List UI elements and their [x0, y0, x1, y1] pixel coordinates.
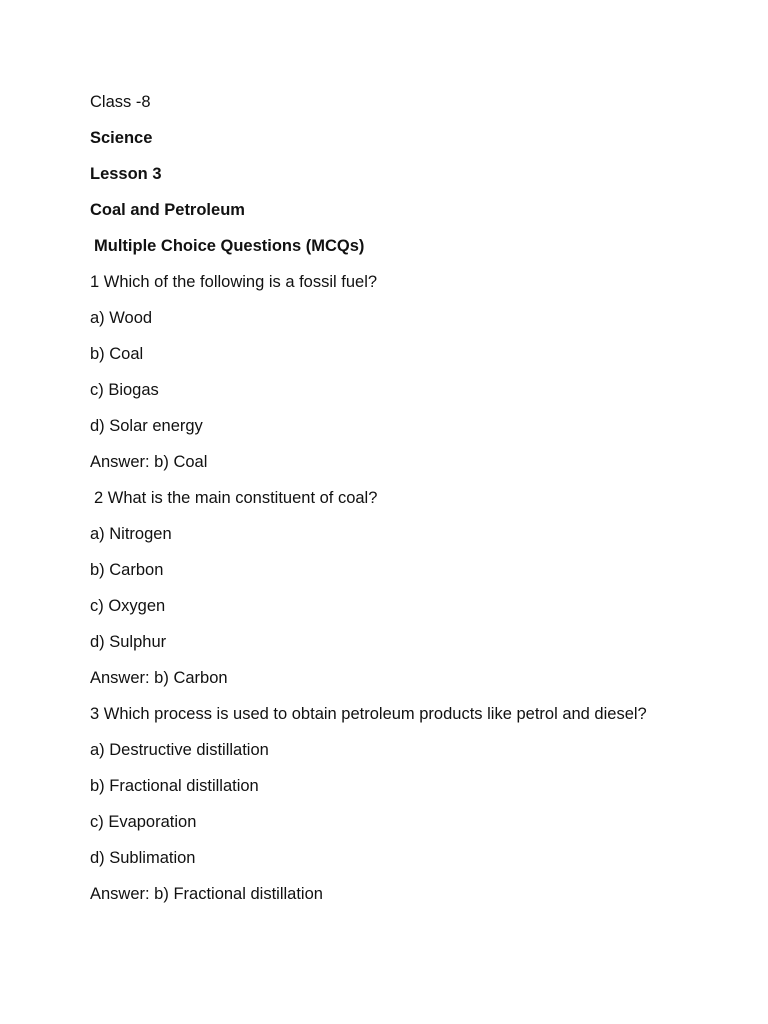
question-block-3 — [90, 704, 730, 904]
answer-text: Answer: b) Carbon — [90, 669, 228, 687]
document-page — [90, 92, 730, 920]
option-a: a) Destructive distillation — [90, 741, 269, 759]
option-d: d) Solar energy — [90, 417, 203, 435]
class-label: Class -8 — [90, 93, 151, 111]
option-d: d) Sublimation — [90, 849, 196, 867]
question-text: 3 Which process is used to obtain petroleum products like petrol and diesel? — [90, 705, 647, 723]
answer-text: Answer: b) Fractional distillation — [90, 885, 323, 903]
option-c: c) Biogas — [90, 381, 159, 399]
chapter-title: Coal and Petroleum — [90, 201, 245, 219]
option-c: c) Oxygen — [90, 597, 166, 615]
section-heading: Multiple Choice Questions (MCQs) — [94, 237, 365, 255]
question-text: 2 What is the main constituent of coal? — [94, 489, 378, 507]
option-b: b) Coal — [90, 345, 144, 363]
question-text: 1 Which of the following is a fossil fuel? — [90, 273, 378, 291]
option-d: d) Sulphur — [90, 633, 167, 651]
lesson-title: Lesson 3 — [90, 165, 162, 183]
question-block-1 — [90, 272, 730, 472]
answer-text: Answer: b) Coal — [90, 453, 208, 471]
option-c: c) Evaporation — [90, 813, 197, 831]
option-a: a) Nitrogen — [90, 525, 172, 543]
option-b: b) Fractional distillation — [90, 777, 259, 795]
option-b: b) Carbon — [90, 561, 164, 579]
question-block-2 — [90, 488, 730, 688]
option-a: a) Wood — [90, 309, 153, 327]
subject-title: Science — [90, 129, 153, 147]
